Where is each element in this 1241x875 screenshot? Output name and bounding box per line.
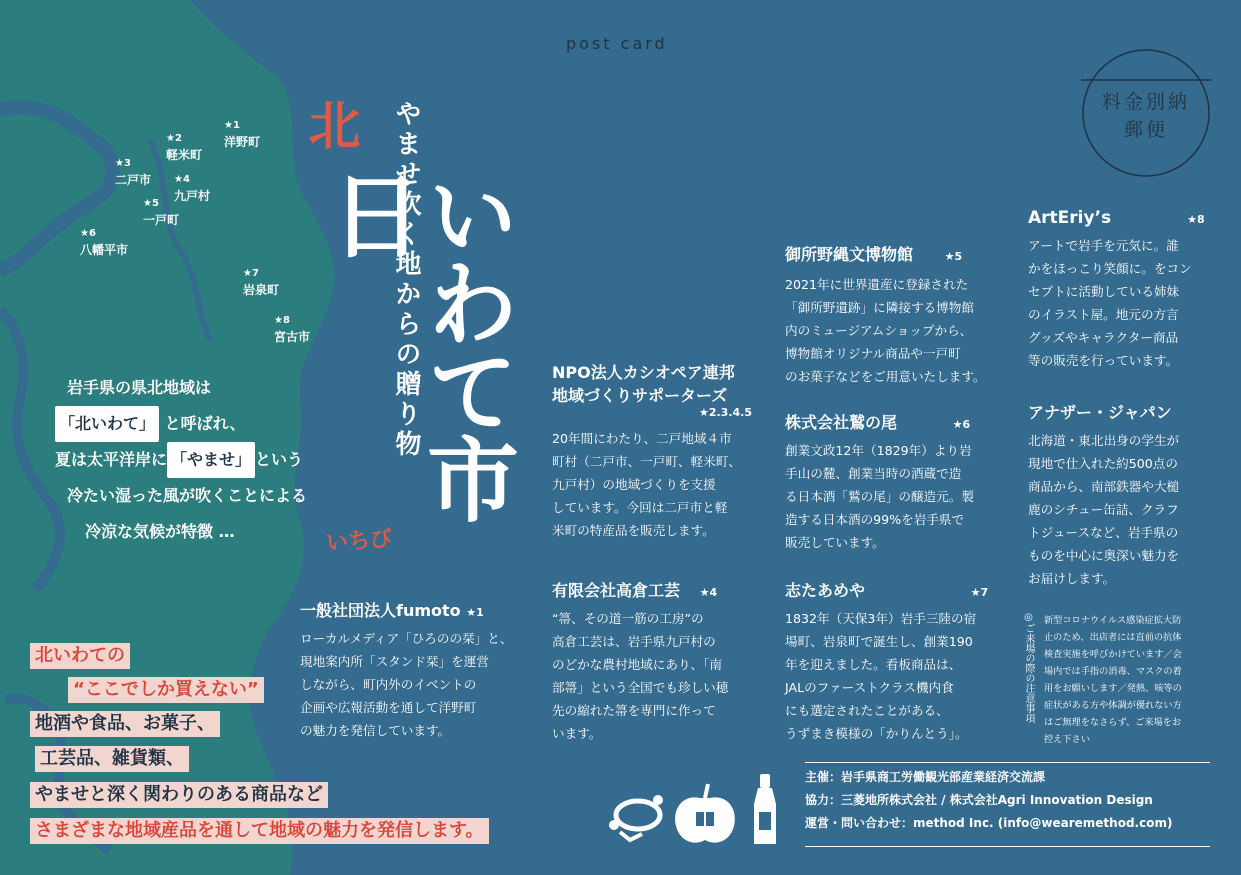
exhibitor-fumoto — [300, 598, 525, 742]
desc-line: かをほっこり笑顔に。をコン — [1028, 261, 1192, 276]
notice-line: 控え下さい — [1044, 734, 1090, 745]
desc-line: 場町、岩泉町で誕生し、創業190 — [785, 634, 973, 649]
desc-line: 手山の麓、創業当時の酒蔵で造 — [785, 466, 962, 481]
city-label-4 — [174, 172, 210, 204]
intro-line3-post: という — [255, 450, 304, 469]
star-badge: ★4 — [699, 586, 718, 599]
exhibitor-desc — [785, 439, 1000, 554]
desc-line: 現地で仕入れた約500点の — [1028, 456, 1178, 471]
city-label-7 — [243, 266, 279, 298]
exhibitor-name-2: 地域づくりサポーターズ — [552, 386, 728, 405]
promo-line5: やませと深く関わりのある商品など — [30, 782, 328, 808]
desc-line: 先の縮れた箒を専門に作って — [552, 703, 716, 718]
star-badge: ★1 — [466, 606, 484, 619]
intro-line2-rest: と呼ばれ、 — [164, 414, 246, 433]
divider-top — [805, 762, 1210, 763]
city-label-6 — [80, 226, 128, 258]
intro-line3-pre: 夏は太平洋岸に — [55, 450, 168, 469]
desc-line: 九戸村）の地域づくりを支援 — [552, 477, 716, 492]
promo-line2: “ここでしか買えない” — [68, 677, 264, 703]
promo-line1: 北いわての — [30, 643, 130, 669]
city-name: 洋野町 — [224, 135, 261, 149]
star-badge: ★2.3.4.5 — [698, 406, 752, 419]
exhibitor-npo — [552, 360, 757, 542]
stamp-line2: 郵便 — [1123, 119, 1168, 141]
desc-line: 現地案内所「スタンド栞」を運営 — [300, 654, 489, 669]
intro-kitaiwate-box: 「北いわて」 — [55, 406, 159, 442]
credits-organizer: 主催：岩手県商工労働観光部産業経済交流課 — [805, 770, 1046, 784]
exhibitor-desc — [785, 273, 1000, 388]
city-label-8 — [274, 313, 310, 345]
title-reading: いちび — [325, 525, 393, 557]
desc-line: 商品から、南部鉄器や大槌 — [1028, 479, 1180, 494]
notice-line: はご無理をなさらず、ご来場をお — [1044, 717, 1182, 728]
desc-line: 鹿のシチュー缶詰、クラフ — [1028, 502, 1179, 517]
exhibitor-desc — [552, 427, 757, 542]
illustration-icons — [600, 770, 780, 850]
desc-line: “箒、その道一筋の工房”の — [552, 611, 704, 626]
city-label-5 — [143, 196, 179, 228]
desc-line: 「御所野遺跡」に隣接する博物館 — [785, 300, 974, 315]
city-name: 一戸町 — [143, 213, 180, 227]
stamp-line1: 料金別納 — [1101, 91, 1190, 113]
notice-line: 検査実施を呼びかけています／会 — [1044, 649, 1182, 660]
city-num: ★6 — [80, 228, 96, 239]
city-label-3 — [115, 156, 151, 188]
city-name: 八幡平市 — [80, 243, 129, 257]
promo-line6: さまざまな地域産品を通して地域の魅力を発信します。 — [30, 818, 489, 844]
desc-line: る日本酒「鷲の尾」の醸造元。製 — [785, 489, 974, 504]
intro-text — [55, 370, 307, 550]
desc-line: ローカルメディア「ひろのの栞」と、 — [300, 631, 513, 646]
star-badge: ★7 — [970, 586, 989, 599]
exhibitor-desc — [552, 607, 757, 745]
desc-line: アートで岩手を元気に。誰 — [1028, 238, 1179, 253]
desc-line: セプトに活動している姉妹 — [1028, 284, 1180, 299]
intro-line4: 冷たい湿った風が吹くことによる — [67, 486, 308, 505]
desc-line: 北海道・東北出身の学生が — [1028, 433, 1180, 448]
postage-stamp — [1081, 30, 1211, 188]
desc-line: しながら、町内外のイベントの — [300, 677, 477, 692]
notice-text — [1044, 612, 1224, 748]
exhibitor-title — [1028, 208, 1218, 228]
desc-line: 町村（二戸市、一戸町、軽米町、 — [552, 454, 741, 469]
exhibitor-desc — [1028, 234, 1218, 372]
intro-yamase-box: 「やませ」 — [167, 442, 255, 478]
city-label-2 — [166, 131, 202, 163]
title-kita: 北 — [299, 98, 360, 150]
desc-line: のどかな農村地域にあり、「南 — [552, 657, 723, 672]
star-badge: ★8 — [1187, 213, 1205, 226]
desc-line: JALのファーストクラス機内食 — [785, 680, 954, 695]
desc-line: ものを中心に奥深い魅力を — [1028, 548, 1180, 563]
credits — [805, 766, 1172, 835]
exhibitor-name: 株式会社鷲の尾 — [785, 413, 898, 432]
city-num: ★4 — [174, 174, 190, 185]
title-main: いわて市日 — [316, 168, 520, 520]
desc-line: 創業文政12年（1829年）より岩 — [785, 443, 972, 458]
desc-line: 2021年に世界遺産に登録された — [785, 277, 969, 292]
credits-contact: 運営・問い合わせ：method Inc. (info@wearemethod.com) — [805, 816, 1173, 830]
exhibitor-name: NPO法人カシオペア連邦 — [552, 363, 735, 382]
desc-line: 年を迎えました。看板商品は、 — [785, 657, 962, 672]
city-name: 宮古市 — [274, 330, 311, 344]
desc-line: 等の販売を行っています。 — [1028, 353, 1179, 368]
exhibitor-name: アナザー・ジャパン — [1028, 403, 1172, 422]
exhibitor-name: 御所野縄文博物館 — [785, 245, 914, 264]
exhibitor-title — [785, 578, 1000, 601]
exhibitor-title — [785, 242, 1000, 265]
city-num: ★8 — [274, 315, 290, 326]
notice-line: 新型コロナウイルス感染症拡大防 — [1044, 615, 1182, 626]
desc-line: 内のミュージアムショップから、 — [785, 323, 973, 338]
exhibitor-desc — [300, 627, 525, 742]
desc-line: 米町の特産品を販売します。 — [552, 523, 715, 538]
intro-line1: 岩手県の県北地域は — [67, 378, 212, 397]
city-name: 九戸村 — [174, 189, 211, 203]
desc-line: 博物館オリジナル商品や一戸町 — [785, 346, 961, 361]
city-num: ★1 — [224, 120, 240, 131]
promo-line3: 地酒や食品、お菓子、 — [30, 711, 220, 737]
credits-cooperation: 協力：三菱地所株式会社 / 株式会社Agri Innovation Design — [805, 793, 1153, 807]
postcard-label: post card — [566, 34, 668, 53]
desc-line: 高倉工芸は、岩手県九戸村の — [552, 634, 716, 649]
apple-icon — [675, 784, 735, 843]
star-badge: ★5 — [944, 250, 963, 263]
exhibitor-name: 一般社団法人fumoto — [300, 601, 461, 620]
exhibitor-desc — [1028, 429, 1218, 590]
exhibitor-title — [785, 410, 1000, 433]
desc-line: しています。今回は二戸市と軽 — [552, 500, 728, 515]
city-num: ★2 — [166, 133, 182, 144]
desc-line: 販売しています。 — [785, 535, 885, 550]
notice-line: 場内では手指の消毒、マスクの着 — [1044, 666, 1182, 677]
desc-line: のイラスト屋。地元の方言 — [1028, 307, 1179, 322]
desc-line: トジュースなど、岩手県の — [1028, 525, 1179, 540]
exhibitor-desc — [785, 607, 1000, 745]
desc-line: 企画や広報活動を通して洋野町 — [300, 700, 477, 715]
title-subtitle: やませ吹く地からの贈り物 — [391, 100, 421, 460]
desc-line: うずまき模様の「かりんとう」。 — [785, 726, 968, 741]
exhibitor-washinoo — [785, 410, 1000, 554]
city-num: ★5 — [143, 198, 159, 209]
exhibitor-takakura — [552, 578, 757, 745]
desc-line: のお菓子などをご用意いたします。 — [785, 369, 986, 384]
exhibitor-arteriy — [1028, 208, 1218, 372]
desc-line: 20年間にわたり、二戸地域４市 — [552, 431, 732, 446]
desc-line: 1832年（天保3年）岩手三陸の宿 — [785, 611, 977, 626]
exhibitor-title — [300, 598, 525, 621]
intro-line5: 冷涼な気候が特徴 … — [85, 522, 235, 541]
exhibitor-another-japan — [1028, 400, 1218, 590]
promo-line4: 工芸品、雑貨類、 — [35, 746, 189, 772]
desc-line: にも選定されたことがある、 — [785, 703, 949, 718]
notice-line: 症状がある方や体調が優れない方 — [1044, 700, 1182, 711]
desc-line: 部箒」という全国でも珍しい穂 — [552, 680, 729, 695]
desc-line: お届けします。 — [1028, 571, 1116, 586]
exhibitor-name: ArtEriy’s — [1028, 208, 1112, 228]
fuki-icon — [609, 795, 663, 840]
city-label-1 — [224, 118, 260, 150]
sake-bottle-icon — [754, 774, 776, 844]
notice-line: 止のため、出店者には直前の抗体 — [1044, 632, 1182, 643]
exhibitor-name: 志たあめや — [785, 581, 866, 600]
city-name: 軽米町 — [166, 148, 203, 162]
exhibitor-shitaame — [785, 578, 1000, 745]
city-num: ★7 — [243, 268, 259, 279]
city-name: 岩泉町 — [243, 283, 280, 297]
divider-bottom — [805, 846, 1210, 847]
notice-line: 用をお願いします／発熱、咳等の — [1044, 683, 1182, 694]
desc-line: 造する日本酒の99%を岩手県で — [785, 512, 965, 527]
notice-heading: ◎ご来場の際の注意事項 — [1023, 612, 1034, 723]
exhibitor-title — [552, 578, 757, 601]
exhibitor-goshono — [785, 242, 1000, 388]
star-badge: ★6 — [952, 418, 971, 431]
exhibitor-name: 有限会社高倉工芸 — [552, 581, 681, 600]
desc-line: います。 — [552, 726, 602, 741]
desc-line: の魅力を発信しています。 — [300, 723, 451, 738]
city-name: 二戸市 — [115, 173, 152, 187]
city-num: ★3 — [115, 158, 131, 169]
desc-line: グッズやキャラクター商品 — [1028, 330, 1179, 345]
